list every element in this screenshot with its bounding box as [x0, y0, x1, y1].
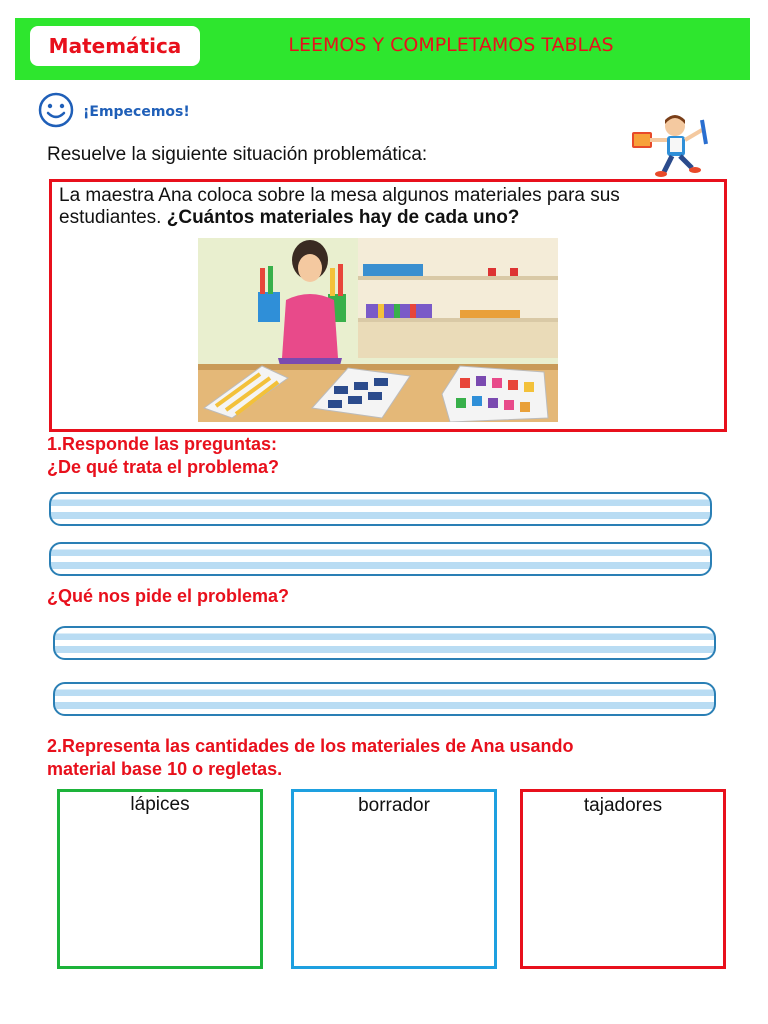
- section2-heading: [47, 735, 574, 781]
- answer-line-2[interactable]: [49, 542, 712, 576]
- problem-statement: [59, 185, 709, 229]
- label-tajadores: tajadores: [583, 795, 663, 816]
- problem-question: ¿Cuántos materiales hay de cada uno?: [166, 207, 520, 228]
- label-lapices: lápices: [130, 794, 190, 815]
- section1-heading: 1.Responde las preguntas:: [47, 434, 278, 454]
- question-2: ¿Qué nos pide el problema?: [47, 586, 290, 606]
- problem-text: La maestra Ana coloca sobre la mesa algunos materiales para sus estudiantes.: [59, 185, 620, 228]
- instruction-text: Resuelve la siguiente situación problemática:: [47, 144, 428, 165]
- section2-heading-line2: material base 10 o regletas.: [47, 759, 283, 779]
- question-1: ¿De qué trata el problema?: [47, 457, 280, 477]
- smiley-icon: [38, 92, 74, 128]
- answer-line-4[interactable]: [53, 682, 716, 716]
- page-title: LEEMOS Y COMPLETAMOS TABLAS: [288, 34, 614, 56]
- subject-label: Matemática: [30, 26, 200, 66]
- answer-line-1[interactable]: [49, 492, 712, 526]
- teacher-materials-illustration: [198, 238, 558, 422]
- box-lapices[interactable]: [57, 789, 263, 969]
- section2-heading-line1: 2.Representa las cantidades de los materiales de Ana usando: [47, 736, 574, 756]
- running-boy-illustration: [630, 114, 720, 180]
- answer-line-3[interactable]: [53, 626, 716, 660]
- label-borrador: borrador: [358, 795, 430, 816]
- start-label: ¡Empecemos!: [83, 104, 190, 120]
